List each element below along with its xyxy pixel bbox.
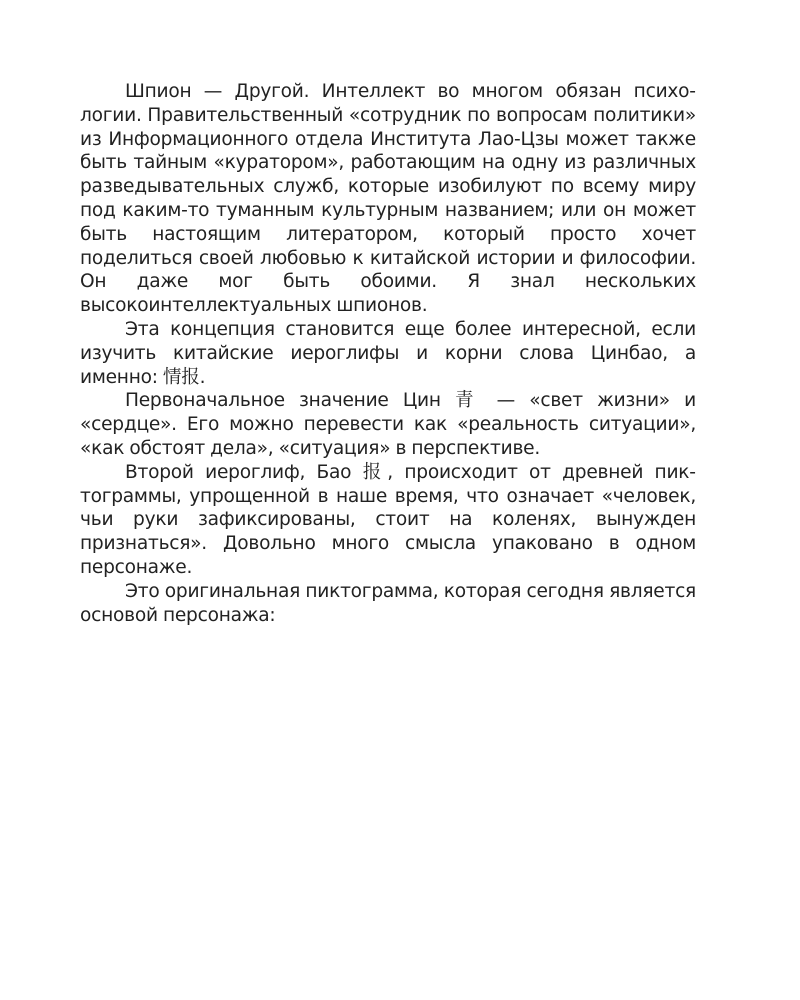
paragraph: Эта концепция становится еще более интересной, если изучить китайские иероглифы и корни слова Цинбао, а именно: 情报.: [80, 318, 696, 388]
paragraph: Второй иероглиф, Бао 报, происходит от древней пиктограммы, упрощенной в наше время, что означает «человек, чьи руки зафиксированы, стоит на коленях, вынужден признаться». Довольно много смысла упаковано в одном персонаже.: [80, 461, 696, 578]
paragraph: Первоначальное значение Цин 青 — «свет жизни» и «сердце». Его можно перевести как «реальность ситуации», «как обстоят дела», «ситуация» в перспективе.: [80, 390, 696, 459]
page-body: [80, 80, 696, 627]
paragraph: Шпион — Другой. Интеллект во многом обязан психологии. Правительственный «сотрудник по вопросам политики» из Информационного отдела Института Лао-Цзы может также быть тайным «куратором», работающим на одну из различных разведывательных служб, которые изобилуют по всему миру под каким-то туманным культурным названием; или он может быть настоящим литератором, который просто хочет поделиться своей любовью к китайской истории и философии. Он даже мог быть обоими. Я знал нескольких высокоинтеллектуальных шпионов.: [80, 81, 696, 317]
paragraph: Это оригинальная пиктограмма, которая сегодня является основой персонажа:: [80, 580, 696, 626]
